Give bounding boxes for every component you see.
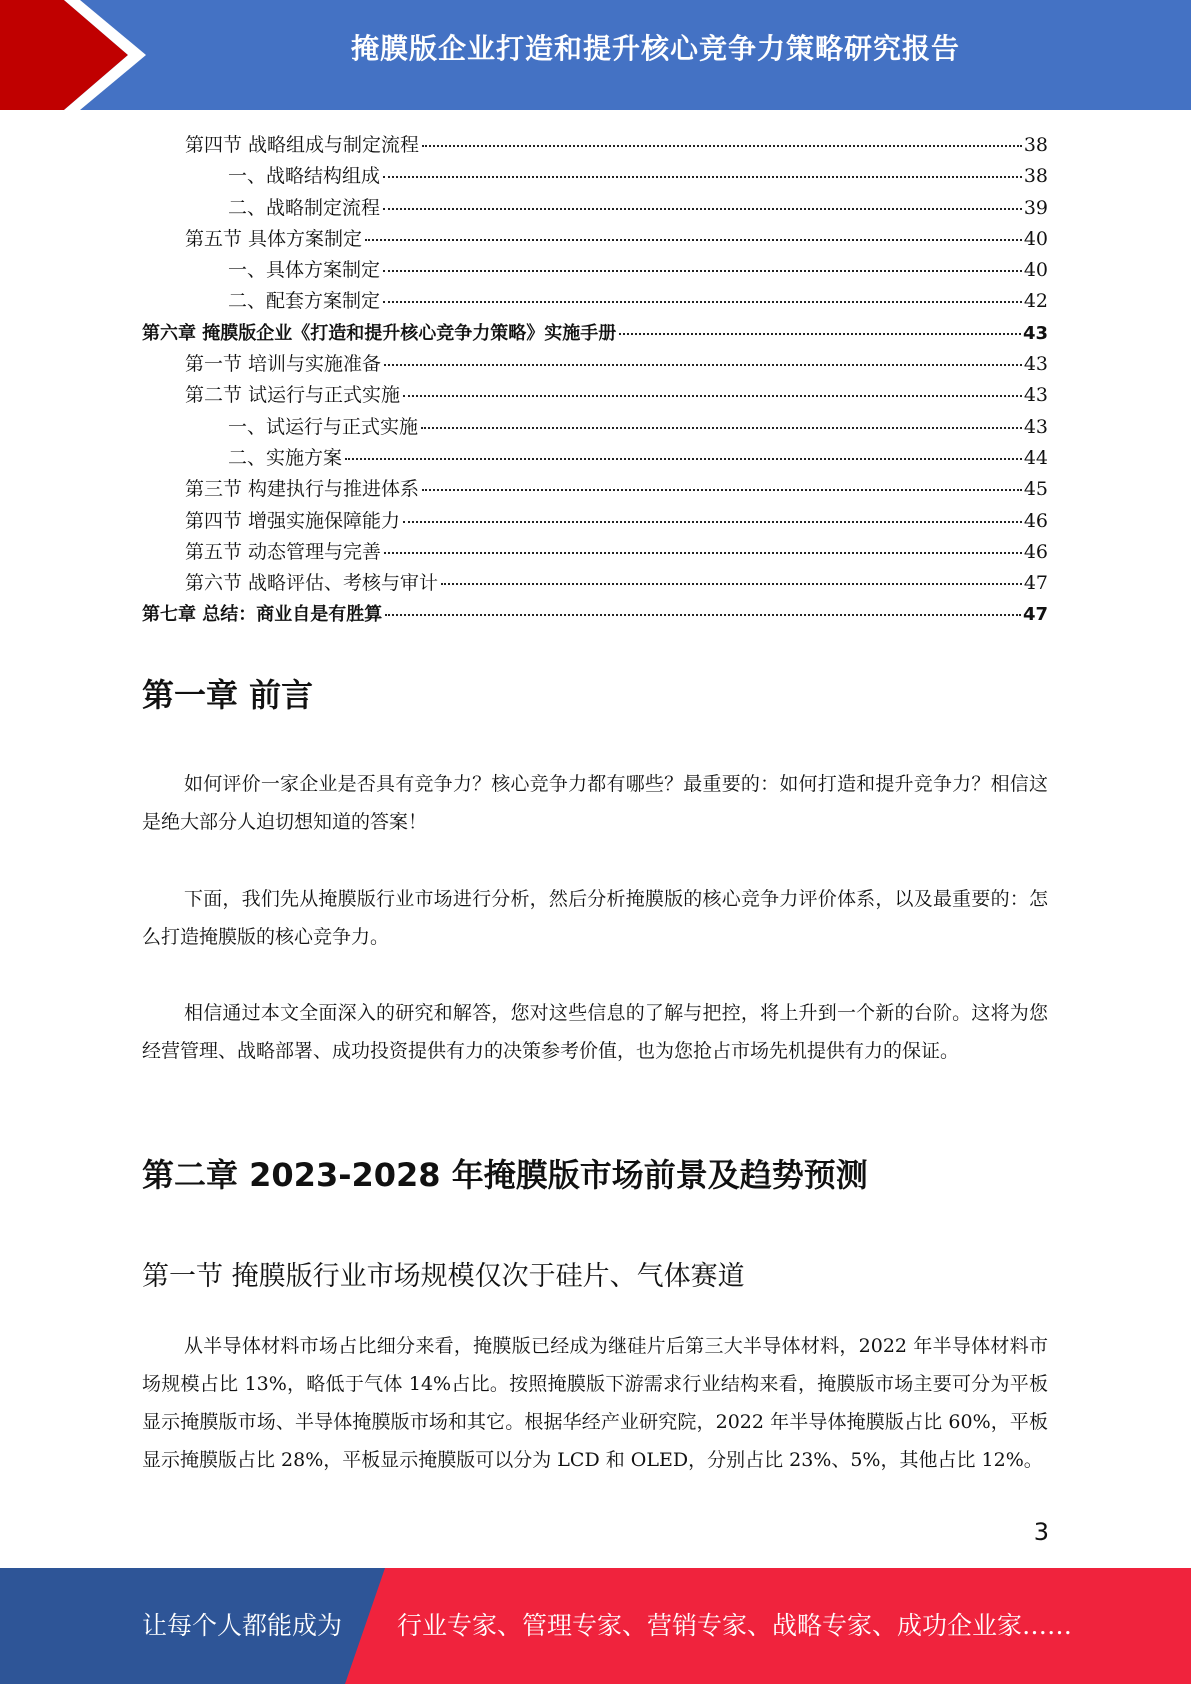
page-header bbox=[0, 0, 1191, 110]
chapter-2-heading: 第二章 2023-2028 年掩膜版市场前景及趋势预测 bbox=[142, 1156, 868, 1194]
toc-page-number: 46 bbox=[1023, 540, 1048, 563]
toc-chapter-entry[interactable] bbox=[142, 318, 1048, 349]
toc-page-number: 43 bbox=[1022, 322, 1048, 344]
footer-slogan-left: 让每个人都能成为 bbox=[142, 1611, 343, 1640]
toc-dot-leader bbox=[384, 552, 1022, 554]
toc-dot-leader bbox=[422, 145, 1022, 147]
chapter-1-paragraph: 相信通过本文全面深入的研究和解答，您对这些信息的了解与把控，将上升到一个新的台阶。这将为您经营管理、战略部署、成功投资提供有力的决策参考价值，也为您抢占市场先机提供有力的保证。 bbox=[142, 1002, 1048, 1062]
table-of-contents bbox=[142, 130, 1048, 631]
toc-subsection-entry[interactable] bbox=[142, 255, 1048, 286]
chapter-1-paragraph: 下面，我们先从掩膜版行业市场进行分析，然后分析掩膜版的核心竞争力评价体系，以及最重要的：怎么打造掩膜版的核心竞争力。 bbox=[142, 888, 1048, 948]
toc-entry-title: 第四节 增强实施保障能力 bbox=[185, 509, 401, 532]
toc-entry-title: 第四节 战略组成与制定流程 bbox=[185, 134, 420, 156]
toc-dot-leader bbox=[384, 364, 1022, 366]
toc-dot-leader bbox=[365, 239, 1022, 241]
toc-dot-leader bbox=[383, 301, 1022, 303]
toc-section-entry[interactable] bbox=[142, 568, 1048, 599]
chapter-1-heading: 第一章 前言 bbox=[142, 676, 314, 714]
toc-subsection-entry[interactable] bbox=[142, 193, 1048, 224]
toc-entry-title: 第二节 试运行与正式实施 bbox=[185, 384, 401, 407]
toc-subsection-entry[interactable] bbox=[142, 286, 1048, 317]
toc-entry-title: 第五节 具体方案制定 bbox=[185, 227, 363, 250]
toc-section-entry[interactable] bbox=[142, 130, 1048, 161]
report-title: 掩膜版企业打造和提升核心竞争力策略研究报告 bbox=[350, 32, 960, 65]
toc-entry-title: 第一节 培训与实施准备 bbox=[185, 353, 382, 376]
toc-subsection-entry[interactable] bbox=[142, 161, 1048, 192]
toc-page-number: 43 bbox=[1023, 384, 1048, 407]
toc-section-entry[interactable] bbox=[142, 380, 1048, 411]
toc-page-number: 38 bbox=[1023, 134, 1048, 156]
toc-entry-title: 二、实施方案 bbox=[228, 446, 343, 469]
toc-entry-title: 一、战略结构组成 bbox=[228, 165, 381, 188]
toc-page-number: 45 bbox=[1023, 478, 1048, 501]
toc-dot-leader bbox=[345, 458, 1022, 460]
toc-subsection-entry[interactable] bbox=[142, 412, 1048, 443]
toc-page-number: 42 bbox=[1023, 290, 1048, 313]
toc-page-number: 43 bbox=[1023, 353, 1048, 376]
toc-dot-leader bbox=[383, 208, 1022, 210]
toc-dot-leader bbox=[422, 489, 1022, 491]
section-1-heading: 第一节 掩膜版行业市场规模仅次于硅片、气体赛道 bbox=[142, 1261, 745, 1292]
toc-entry-title: 二、战略制定流程 bbox=[228, 196, 381, 219]
toc-page-number: 47 bbox=[1023, 572, 1048, 595]
toc-dot-leader bbox=[403, 521, 1022, 523]
toc-dot-leader bbox=[619, 333, 1021, 335]
toc-chapter-entry[interactable] bbox=[142, 599, 1048, 630]
toc-page-number: 40 bbox=[1023, 227, 1048, 250]
toc-section-entry[interactable] bbox=[142, 506, 1048, 537]
toc-entry-title: 一、试运行与正式实施 bbox=[228, 415, 419, 438]
toc-page-number: 40 bbox=[1023, 259, 1048, 282]
toc-section-entry[interactable] bbox=[142, 474, 1048, 505]
toc-entry-title: 第五节 动态管理与完善 bbox=[185, 540, 382, 563]
toc-entry-title: 第六章 掩膜版企业《打造和提升核心竞争力策略》实施手册 bbox=[142, 322, 617, 344]
toc-dot-leader bbox=[385, 614, 1021, 616]
toc-dot-leader bbox=[441, 583, 1022, 585]
toc-page-number: 43 bbox=[1023, 415, 1048, 438]
toc-subsection-entry[interactable] bbox=[142, 443, 1048, 474]
footer-slogan-right: 行业专家、管理专家、营销专家、战略专家、成功企业家…… bbox=[397, 1611, 1073, 1640]
chevron-arrow-icon bbox=[0, 0, 160, 110]
toc-entry-title: 二、配套方案制定 bbox=[228, 290, 381, 313]
chapter-1-paragraph: 如何评价一家企业是否具有竞争力？核心竞争力都有哪些？最重要的：如何打造和提升竞争力？相信这是绝大部分人迫切想知道的答案！ bbox=[142, 773, 1048, 833]
toc-dot-leader bbox=[421, 427, 1022, 429]
toc-page-number: 44 bbox=[1023, 446, 1048, 469]
section-1-paragraph: 从半导体材料市场占比细分来看，掩膜版已经成为继硅片后第三大半导体材料，2022 年半导体材料市场规模占比 13%，略低于气体 14%占比。按照掩膜版下游需求行业结构来看，掩膜版市场主要可分为平板显示掩膜版市场、半导体掩膜版市场和其它。根据华经产业研究院，2022 年半导体掩膜版占比 60%，平板显示掩膜版占比 28%，平板显示掩膜版可以分为 LCD 和 OLED，分别占比 23%、5%，其他占比 12%。 bbox=[142, 1335, 1048, 1471]
toc-page-number: 39 bbox=[1023, 196, 1048, 219]
toc-dot-leader bbox=[403, 395, 1022, 397]
toc-dot-leader bbox=[383, 270, 1022, 272]
toc-section-entry[interactable] bbox=[142, 537, 1048, 568]
toc-page-number: 38 bbox=[1023, 165, 1048, 188]
toc-section-entry[interactable] bbox=[142, 224, 1048, 255]
toc-entry-title: 第三节 构建执行与推进体系 bbox=[185, 478, 420, 501]
page-footer bbox=[0, 1568, 1191, 1684]
page-number: 3 bbox=[1033, 1518, 1049, 1546]
toc-dot-leader bbox=[383, 176, 1022, 178]
toc-page-number: 46 bbox=[1023, 509, 1048, 532]
toc-section-entry[interactable] bbox=[142, 349, 1048, 380]
toc-entry-title: 一、具体方案制定 bbox=[228, 259, 381, 282]
toc-entry-title: 第七章 总结：商业自是有胜算 bbox=[142, 604, 383, 626]
toc-page-number: 47 bbox=[1022, 604, 1048, 626]
toc-entry-title: 第六节 战略评估、考核与审计 bbox=[185, 572, 439, 595]
